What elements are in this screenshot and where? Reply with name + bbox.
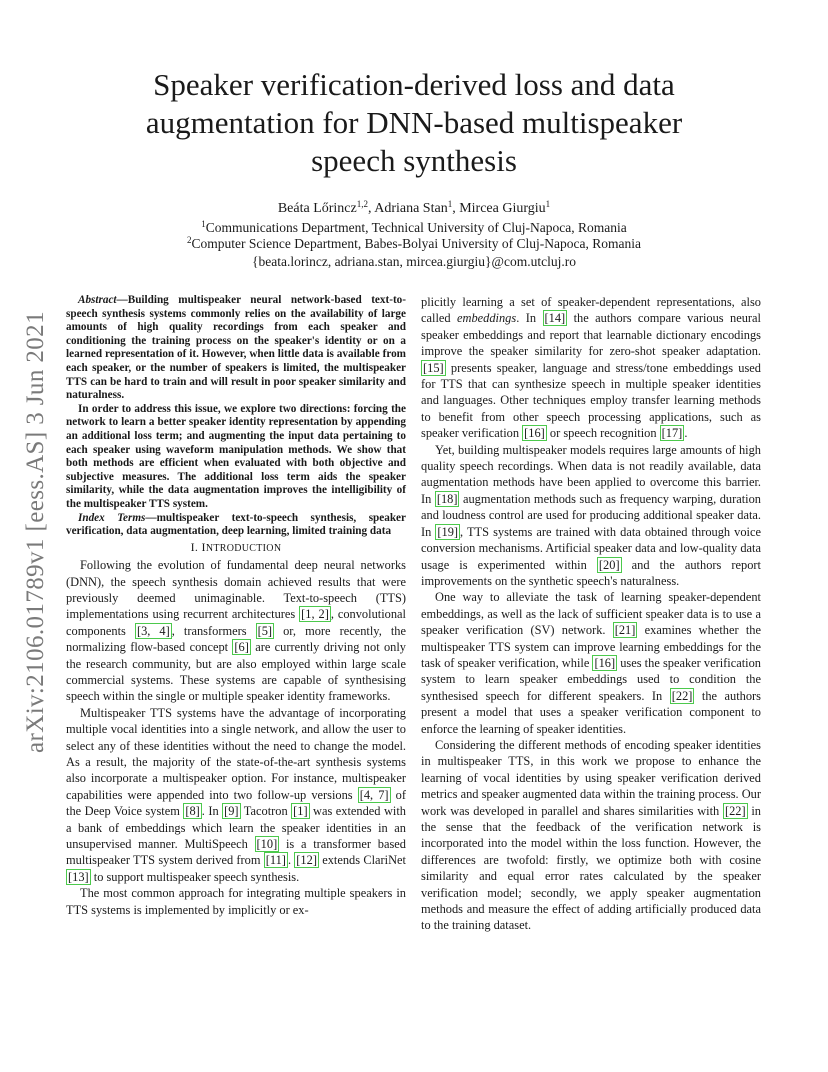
citation-link[interactable]: [15]	[423, 360, 444, 375]
left-column	[66, 294, 406, 918]
paper-title: Speaker verification-derived loss and data augmentation for DNN-based multispeaker speech synthesis	[145, 67, 683, 178]
citation-link[interactable]: [14]	[544, 311, 566, 326]
citation-link[interactable]: [18]	[436, 491, 458, 506]
text-run: and the authors report improvements on the synthetic speech's naturalness.	[421, 557, 762, 588]
text-run: Tacotron	[240, 804, 292, 819]
citation-link[interactable]: [12]	[296, 853, 317, 868]
text-run: presents speaker, language and stress/tone embeddings used for TTS that can synthesize speech in multiple speaker identities and languages. Other techniques employ transfer learning methods to benefit from other speech processing applications, such as speaker verification	[421, 360, 761, 441]
text-run: . In	[201, 804, 223, 819]
text-run: . In	[516, 311, 543, 326]
section-title-rest: NTRODUCTION	[205, 542, 282, 554]
text-run: examines whether the multispeaker TTS system can improve learning embeddings for the task of speaker verification, while	[421, 623, 761, 670]
text-run: are currently driving not only the research community, but are also employed within large scale commercial systems. These systems are capable of synthesising speech within the single or multiple speaker identity frameworks.	[66, 640, 406, 704]
index-terms-label: Index Terms	[78, 511, 146, 524]
right-paragraph-4	[421, 737, 761, 934]
section-title-cap: I	[201, 539, 206, 554]
author-1: Beáta Lőrincz	[277, 201, 357, 216]
abstract-text-1: —Building multispeaker neural network-based text-to-speech synthesis systems commonly relies on the availability of large amounts of high quality recordings from each speaker and conditioning the training process on the speaker's identity or on a learned representation of it. However, when little data is available from each speaker, or the number of speakers is limited, the multispeaker TTS can be hard to train and will result in poor speaker similarity and naturalness.	[66, 294, 406, 402]
affiliation-1-mark: 1	[201, 219, 206, 229]
text-run: in the sense that the feedback of the verification network is incorporated into the model within the loss function. However, the differences are twofold: firstly, we optimize both with cosine similarity and equal error rates calculated by the speaker verification model; secondly, we apply speaker augmentation methods and measure the effect of adding artificially produced data to the training dataset.	[421, 803, 761, 933]
text-run: augmentation methods such as frequency warping, duration and loudness control are used for producing additional speaker data. In	[421, 491, 761, 539]
text-run: was extended with a bank of embeddings which learn the speaker identities in an unsupervised manner. MultiSpeech	[66, 804, 406, 851]
affiliation-1-text: Communications Department, Technical University of Cluj-Napoca, Romania	[205, 220, 627, 235]
citation-link[interactable]: [1, 2]	[301, 607, 329, 622]
text-run: the authors compare various neural speaker embeddings and report that learnable dictionary encodings improve the speaker similarity for zero-shot speaker adaptation.	[421, 311, 761, 359]
author-1-affil: 1,2	[356, 199, 368, 209]
text-run: to support multispeaker speech synthesis.	[90, 869, 300, 884]
section-heading-introduction	[66, 539, 406, 557]
author-list: Beáta Lőrincz$^{1,2}$, Adriana Stan$^1$, Mircea Giurgiu$^1$	[277, 199, 551, 216]
citation-link[interactable]: [16]	[524, 426, 545, 441]
right-column	[421, 294, 761, 934]
text-run: or, more recently, the normalizing flow-based concept	[66, 623, 406, 655]
author-2-affil: 1	[447, 199, 453, 209]
citation-link[interactable]: [5]	[257, 623, 273, 638]
citation-link[interactable]: [9]	[224, 804, 239, 819]
citation-link[interactable]: [6]	[234, 640, 249, 655]
arxiv-stamp-text: arXiv:2106.01789v1 [eess.AS] 3 Jun 2021	[22, 311, 49, 753]
text-run: extends ClariNet	[318, 853, 406, 868]
text-run: Multispeaker TTS systems have the advantage of incorporating multiple vocal identities into a single network, and allow the user to select any of these identities without the need to change the model. As a result, the majority of the state-of-the-art synthesis systems also incorporate a multispeaker option. For instance, multispeaker capabilities were appended into two follow-up versions	[66, 705, 406, 802]
citation-link[interactable]: [13]	[68, 869, 89, 884]
section-number: I.	[190, 539, 202, 554]
citation-link[interactable]: [21]	[614, 623, 636, 638]
text-run: Yet, building multispeaker models requires large amounts of high quality speech recordings. When data is not readily available, data augmentation methods have been applied to overcome this barrier. In	[421, 442, 761, 506]
text-run: is a transformer based multispeaker TTS system derived from	[66, 837, 406, 868]
text-run: Following the evolution of fundamental deep neural networks (DNN), the speech synthesis domain achieved results that were previously deemed unimaginable. Text-to-speech (TTS) implementations using recurrent architectures	[66, 558, 406, 622]
right-paragraph-1	[421, 294, 761, 442]
right-paragraph-3	[421, 589, 761, 737]
abstract-para-2: In order to address this issue, we explore two directions: forcing the network to learn a better speaker identity representation by appending an additional loss term; and augmenting the input data pertaining to each speaker using waveform manipulation methods. We show that both methods are efficient when evaluated with both objective and subjective measures. The additional loss term aids the speaker similarity, while the data augmentation improves the intelligibility of the multispeaker TTS system.	[66, 402, 406, 510]
text-run: , convolutional components	[66, 607, 406, 638]
text-run: of the Deep Voice system	[66, 787, 406, 819]
citation-link[interactable]: [10]	[256, 837, 278, 851]
citation-link[interactable]: [11]	[265, 853, 286, 868]
text-run: uses the speaker verification system to learn speaker embeddings used to condition the synthesised speech for different speakers. In	[421, 655, 762, 703]
citation-link[interactable]: [8]	[185, 804, 200, 819]
emphasis-term: embeddings	[457, 311, 517, 326]
arxiv-stamp	[18, 292, 54, 772]
text-run: , transformers	[171, 623, 256, 638]
affiliation-2-mark: 2	[186, 235, 192, 245]
text-run: .	[684, 426, 688, 441]
citation-link[interactable]: [4, 7]	[359, 787, 389, 802]
text-run: .	[287, 853, 295, 868]
affiliation-2	[120, 236, 708, 252]
abstract-label: Abstract	[78, 294, 117, 306]
index-terms	[66, 512, 406, 539]
citation-link[interactable]: [1]	[293, 804, 308, 819]
intro-paragraph-2	[66, 705, 406, 885]
text-run: or speech recognition	[546, 426, 660, 441]
citation-link[interactable]: [22]	[724, 803, 746, 818]
index-terms-text: —multispeaker text-to-speech synthesis, speaker verification, data augmentation, deep learning, limited training data	[66, 511, 406, 538]
citation-link[interactable]: [17]	[661, 426, 683, 441]
abstract-para-1	[66, 294, 406, 403]
citation-link[interactable]: [19]	[437, 524, 459, 539]
text-run: , TTS systems are trained with data obtained through voice conversion mechanisms. Artificial speaker data and low-quality data usage is experimented within	[421, 524, 761, 572]
citation-link[interactable]: [16]	[594, 655, 616, 670]
affiliation-1	[120, 220, 708, 236]
text-run: Considering the different methods of encoding speaker identities in multispeaker TTS, in this work we propose to enhance the learning of vocal identities by using speaker verification derived metrics and speaker augmented data within the training process. Our work was developed in parallel and shares similarities with	[421, 737, 761, 818]
intro-paragraph-1	[66, 557, 406, 705]
author-2: Adriana Stan	[374, 201, 448, 216]
affiliation-2-text: Computer Science Department, Babes-Bolyai University of Cluj-Napoca, Romania	[191, 236, 641, 251]
citation-link[interactable]: [20]	[598, 557, 620, 572]
citation-link[interactable]: [22]	[671, 688, 693, 703]
author-3: Mircea Giurgiu	[459, 201, 546, 216]
author-emails: {beata.lorincz, adriana.stan, mircea.giurgiu}@com.utcluj.ro	[252, 254, 576, 269]
right-paragraph-2	[421, 442, 761, 590]
intro-paragraph-3: The most common approach for integrating multiple speakers in TTS systems is implemented by implicitly or ex-	[66, 886, 406, 917]
text-run: One way to alleviate the task of learning speaker-dependent embeddings, as well as the lack of sufficient speaker data is to use a speaker verification (SV) network.	[421, 590, 761, 638]
citation-link[interactable]: [3, 4]	[136, 623, 170, 638]
abstract	[66, 294, 406, 539]
text-run: the authors present a model that uses a speaker verification component to enforce the learning of speaker identities.	[421, 688, 762, 736]
text-run: plicitly learning a set of speaker-dependent representations, also called	[421, 295, 761, 326]
author-3-affil: 1	[545, 199, 551, 209]
